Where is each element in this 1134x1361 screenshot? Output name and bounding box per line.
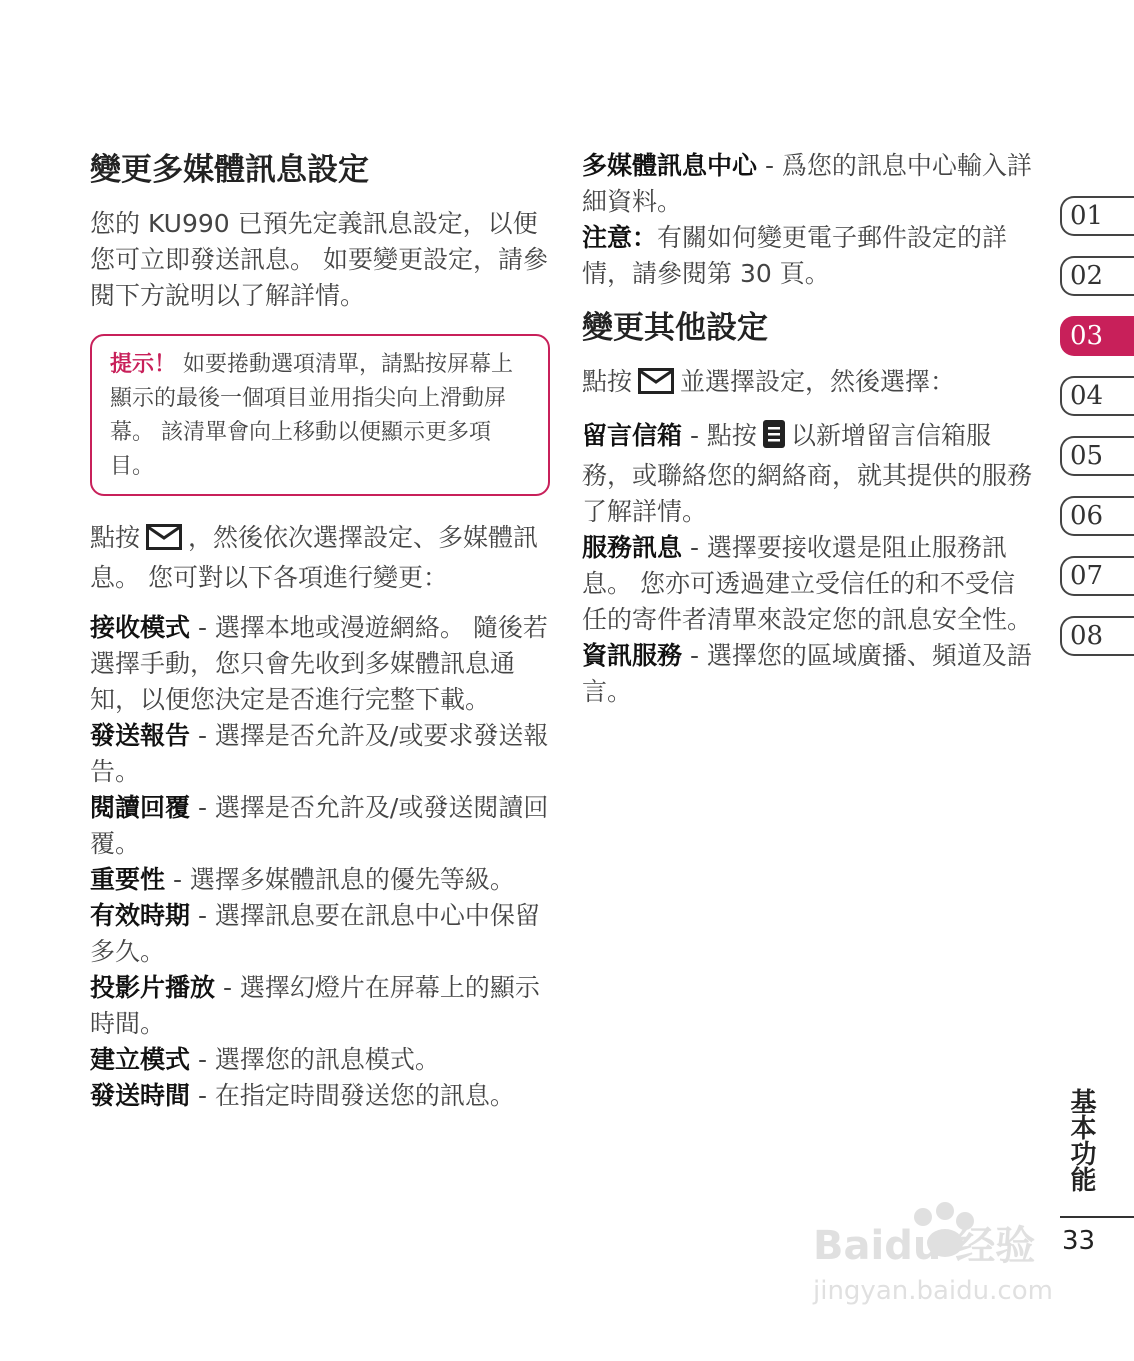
item-term: 發送報告: [90, 721, 191, 750]
item-desc: - 選擇是否允許及/或發送閱讀回覆。: [90, 793, 549, 858]
envelope-icon: [146, 524, 182, 560]
item-term: 有效時期: [90, 901, 191, 930]
right-column: [582, 148, 1032, 710]
item-desc: - 在指定時間發送您的訊息。: [190, 1081, 515, 1110]
list-item: [582, 148, 1032, 220]
tip-label: 提示！: [110, 352, 177, 377]
item-term: 資訊服務: [582, 641, 683, 670]
menu-icon: [763, 420, 785, 458]
tab-chapter-07[interactable]: 07: [1060, 556, 1134, 596]
item-desc: 有關如何變更電子郵件設定的詳情，請參閱第 30 頁。: [582, 223, 1008, 288]
item-term: 重要性: [90, 865, 166, 894]
item-desc: - 選擇訊息要在訊息中心中保留多久。: [90, 901, 540, 966]
mms-settings-list: [90, 610, 550, 1114]
item-desc: - 選擇多媒體訊息的優先等級。: [165, 865, 515, 894]
list-item: [90, 1042, 550, 1078]
list-item: [90, 898, 550, 970]
watermark-brand: Baidu 经验: [813, 1223, 1036, 1269]
page-rule: [1060, 1216, 1134, 1218]
item-term: 注意：: [582, 223, 658, 252]
chapter-title: 基本功能: [1066, 1088, 1096, 1192]
mms-center-notes: [582, 148, 1032, 292]
watermark-url: jingyan.baidu.com: [813, 1276, 1053, 1306]
intro-paragraph: 您的 KU990 已預先定義訊息設定，以便您可立即發送訊息。 如要變更設定，請參閱下方說明以了解詳情。: [90, 209, 548, 310]
tap-instruction-other: 點按 並選擇設定，然後選擇：: [582, 364, 1032, 404]
item-desc: - 選擇幻燈片在屏幕上的顯示時間。: [90, 973, 540, 1038]
list-item: [582, 220, 1032, 292]
item-term: 服務訊息: [582, 533, 683, 562]
tab-chapter-05[interactable]: 05: [1060, 436, 1134, 476]
item-desc: - 選擇是否允許及/或要求發送報告。: [90, 721, 549, 786]
item-term: 發送時間: [90, 1081, 191, 1110]
tip-box: [90, 334, 550, 496]
list-item: [90, 610, 550, 718]
envelope-icon: [638, 368, 674, 404]
tap-instruction: 點按 ，然後依次選擇設定、多媒體訊息。 您可對以下各項進行變更：: [90, 523, 539, 592]
list-item: [582, 638, 1032, 710]
item-desc: - 選擇您的訊息模式。: [190, 1045, 440, 1074]
item-term: 投影片播放: [90, 973, 216, 1002]
list-item: [582, 530, 1032, 638]
item-desc: - 選擇要接收還是阻止服務訊息。 您亦可透過建立受信任的和不受信任的寄件者清單來設定您的訊息安全性。: [582, 533, 1033, 634]
item-term: 建立模式: [90, 1045, 191, 1074]
tab-chapter-08[interactable]: 08: [1060, 616, 1134, 656]
item-term: 閱讀回覆: [90, 793, 191, 822]
item-term: 多媒體訊息中心: [582, 151, 758, 180]
voicemail-item: 留言信箱 - 點按 以新增留言信箱服務，或聯絡您的網絡商，就其提供的服務了解詳情。: [582, 421, 1033, 526]
tab-chapter-02[interactable]: 02: [1060, 256, 1134, 296]
section-title-mms: 變更多媒體訊息設定: [90, 152, 369, 188]
item-desc: - 選擇本地或漫遊網絡。 隨後若選擇手動，您只會先收到多媒體訊息通知，以便您決定是否進行完整下載。: [90, 613, 548, 714]
tab-chapter-04[interactable]: 04: [1060, 376, 1134, 416]
baidu-watermark: [805, 1195, 1065, 1315]
list-item: [90, 1078, 550, 1114]
list-item: [90, 790, 550, 862]
item-desc: - 選擇您的區域廣播、頻道及語言。: [582, 641, 1032, 706]
tip-text: 如要捲動選項清單，請點按屏幕上顯示的最後一個項目並用指尖向上滑動屏幕。 該清單會向上移動以便顯示更多項目。: [110, 352, 514, 479]
other-settings-list: [582, 530, 1032, 710]
item-term: 接收模式: [90, 613, 191, 642]
tab-chapter-06[interactable]: 06: [1060, 496, 1134, 536]
list-item: [90, 862, 550, 898]
tab-chapter-01[interactable]: 01: [1060, 196, 1134, 236]
item-desc: - 爲您的訊息中心輸入詳細資料。: [582, 151, 1032, 216]
list-item: [90, 970, 550, 1042]
tab-chapter-03[interactable]: 03: [1060, 316, 1134, 356]
left-column: [90, 148, 550, 1114]
page-number: 33: [1062, 1226, 1096, 1256]
list-item: [90, 718, 550, 790]
section-title-other: 變更其他設定: [582, 310, 768, 346]
